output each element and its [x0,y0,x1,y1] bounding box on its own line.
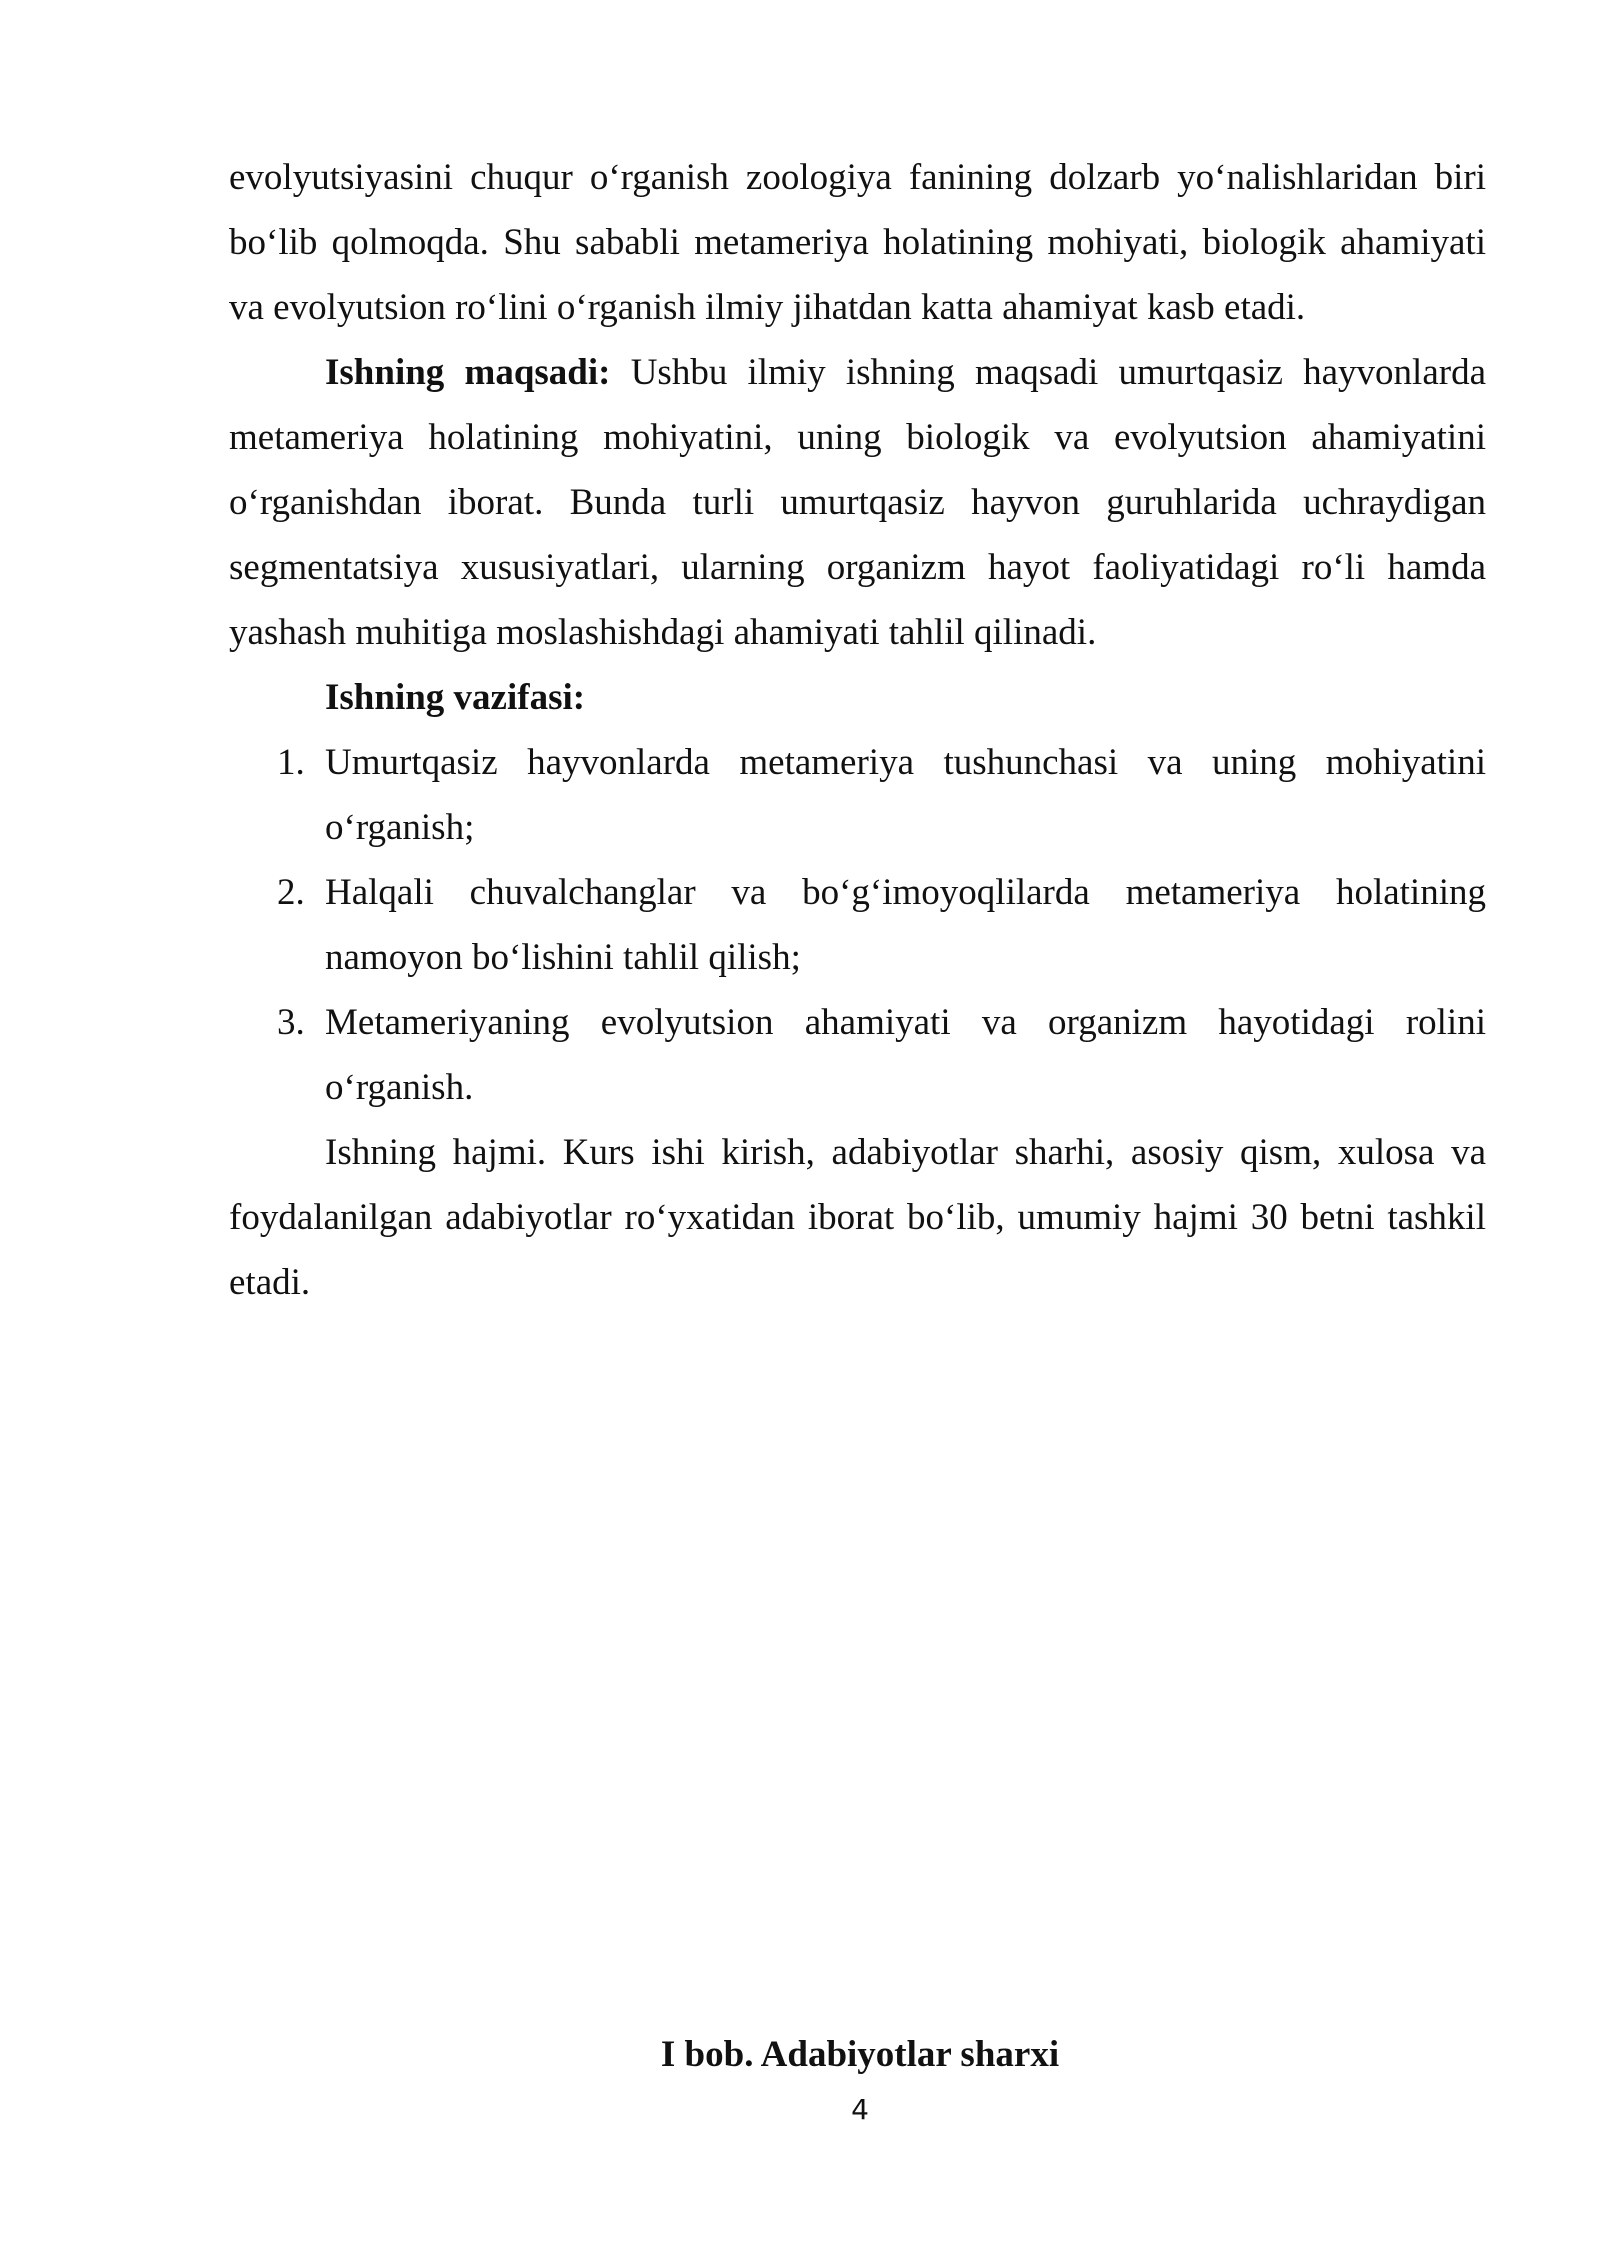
list-item-number: 3. [277,1002,305,1043]
body-text [229,145,1486,1315]
tasks-label: Ishning vazifasi: [325,677,586,718]
intro-continuation-paragraph: evolyutsiyasini chuqur o‘rganish zoologiya fanining dolzarb yo‘nalishlaridan biri bo‘lib qolmoqda. Shu sababli metameriya holatining mohiyati, biologik ahamiyati va evolyutsion ro‘lini o‘rganish ilmiy jihatdan katta ahamiyat kasb etadi. [229,157,1486,328]
volume-paragraph: Ishning hajmi. Kurs ishi kirish, adabiyotlar sharhi, asosiy qism, xulosa va foydalanilgan adabiyotlar ro‘yxatidan iborat bo‘lib, umumiy hajmi 30 betni tashkil etadi. [229,1132,1486,1303]
list-item-number: 1. [277,742,305,783]
goal-label: Ishning maqsadi: [325,352,611,393]
list-item [229,860,1486,990]
list-item-text: Umurtqasiz hayvonlarda metameriya tushunchasi va uning mohiyatini o‘rganish; [325,742,1486,848]
goal-text: Ushbu ilmiy ishning maqsadi umurtqasiz hayvonlarda metameriya holatining mohiyatini, uning biologik va evolyutsion ahamiyatini o‘rganishdan iborat. Bunda turli umurtqasiz hayvon guruhlarida uchraydigan segmentatsiya xususiyatlari, ularning organizm hayot faoliyatidagi ro‘li hamda yashash muhitiga moslashishdagi ahamiyati tahlil qilinadi. [229,352,1486,653]
list-item [229,730,1486,860]
list-item [229,990,1486,1120]
tasks-list [229,730,1486,1120]
list-item-text: Halqali chuvalchanglar va bo‘g‘imoyoqlilarda metameriya holatining namoyon bo‘lishini tahlil qilish; [325,872,1486,978]
list-item-text: Metameriyaning evolyutsion ahamiyati va organizm hayotidagi rolini o‘rganish. [325,1002,1486,1108]
chapter-heading: I bob. Adabiyotlar sharxi [660,2034,1060,2075]
page-number: 4 [851,2093,869,2126]
goal-paragraph [229,340,1486,665]
list-item-number: 2. [277,872,305,913]
